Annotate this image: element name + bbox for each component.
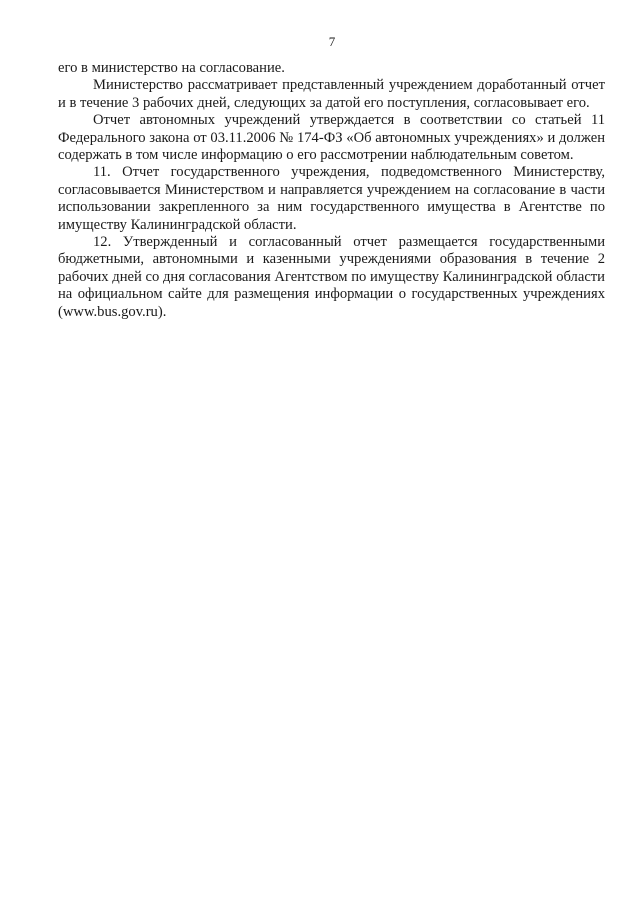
paragraph-item-11: 11. Отчет государственного учреждения, подведомственного Министерству, согласовывается Министерством и направляется учреждением на согласование в части использовании закрепленного за ним государственного имущества в Агентстве по имуществу Калининградской области. xyxy=(58,164,605,233)
document-body xyxy=(58,60,605,321)
paragraph-ministry-review: Министерство рассматривает представленный учреждением доработанный отчет и в течение 3 рабочих дней, следующих за датой его поступления, согласовывает его. xyxy=(58,77,605,111)
page-number: 7 xyxy=(328,34,336,49)
paragraph-item-12: 12. Утвержденный и согласованный отчет размещается государственными бюджетными, автономными и казенными учреждениями образования в течение 2 рабочих дней со дня согласования Агентством по имуществу Калининградской области на официальном сайте для размещения информации о государственных учреждениях (www.bus.gov.ru). xyxy=(58,234,605,320)
paragraph-autonomous-report: Отчет автономных учреждений утверждается в соответствии со статьей 11 Федерального закона от 03.11.2006 № 174-ФЗ «Об автономных учреждениях» и должен содержать в том числе информацию о его рассмотрении наблюдательным советом. xyxy=(58,112,605,164)
paragraph-continuation: его в министерство на согласование. xyxy=(58,60,285,76)
